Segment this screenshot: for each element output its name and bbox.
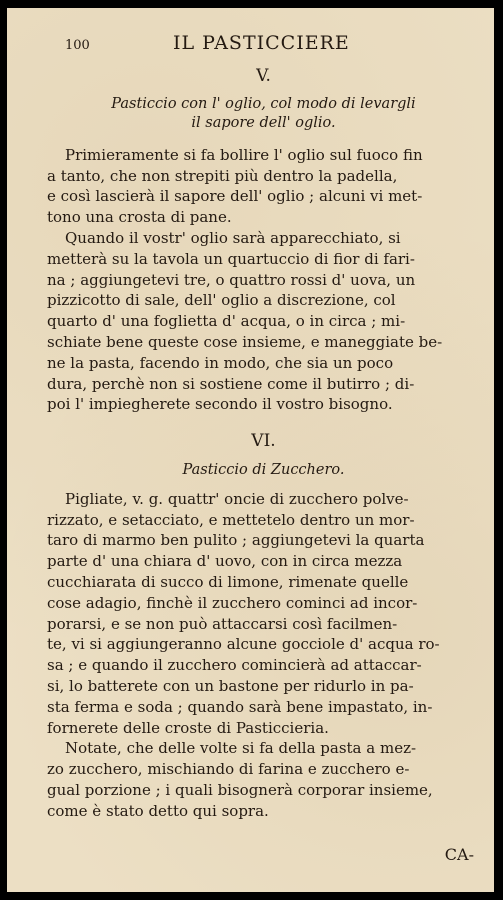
text-line: poi l' impiegherete secondo il vostro bisogno.: [47, 395, 393, 414]
text-line: gual porzione ; i quali bisognerà corporar insieme,: [47, 780, 433, 799]
section-number: VI.: [251, 431, 276, 452]
text-line: tono una crosta di pane.: [47, 208, 232, 227]
section-number: V.: [256, 66, 271, 86]
section-title-line: il sapore dell' oglio.: [191, 114, 336, 131]
text-line: quarto d' una foglietta d' acqua, o in circa ; mi-: [47, 312, 406, 331]
text-line: fornerete delle croste di Pasticcieria.: [47, 718, 329, 737]
text-line: e così lascierà il sapore dell' oglio ; alcuni vi met-: [47, 187, 423, 206]
text-line: Quando il vostr' oglio sarà apparecchiato, si: [65, 228, 401, 247]
text-line: parte d' una chiara d' uovo, con in circa mezza: [47, 552, 403, 571]
text-line: na ; aggiungetevi tre, o quattro rossi d' uova, un: [47, 270, 416, 289]
section-title: Pasticcio di Zucchero.: [182, 461, 345, 478]
book-page: [7, 8, 494, 892]
text-line: a tanto, che non strepiti più dentro la padella,: [47, 166, 398, 185]
text-line: si, lo batterete con un bastone per ridurlo in pa-: [47, 676, 414, 695]
text-line: cose adagio, finchè il zucchero cominci ad incor-: [47, 593, 418, 612]
page-content: [47, 66, 480, 822]
text-line: dura, perchè non si sostiene come il butirro ; di-: [47, 374, 415, 393]
text-line: Pigliate, v. g. quattr' oncie di zucchero polve-: [65, 489, 409, 508]
text-line: cucchiarata di succo di limone, rimenate quelle: [47, 572, 409, 591]
section-title-line: Pasticcio con l' oglio, col modo di levargli: [111, 95, 416, 112]
text-line: rizzato, e setacciato, e mettetelo dentro un mor-: [47, 510, 415, 529]
section-title: [47, 95, 480, 133]
text-line: schiate bene queste cose insieme, e maneggiate be-: [47, 332, 443, 351]
paragraph: [47, 738, 480, 821]
catchword: CA-: [444, 845, 474, 864]
page-header: [65, 32, 474, 56]
text-line: sa ; e quando il zucchero comincierà ad attaccar-: [47, 656, 422, 675]
text-line: Notate, che delle volte si fa della pasta a mez-: [65, 739, 417, 758]
text-line: sta ferma e soda ; quando sarà bene impastato, in-: [47, 697, 433, 716]
text-line: zo zucchero, mischiando di farina e zucchero e-: [47, 760, 410, 779]
text-line: porarsi, e se non può attaccarsi così facilmen-: [47, 614, 398, 633]
text-line: taro di marmo ben pulito ; aggiungetevi la quarta: [47, 531, 425, 550]
text-line: te, vi si aggiungeranno alcune gocciole d' acqua ro-: [47, 635, 440, 654]
text-line: come è stato detto qui sopra.: [47, 801, 269, 820]
text-line: pizzicotto di sale, dell' oglio a discrezione, col: [47, 291, 396, 310]
page-number: 100: [65, 38, 90, 53]
text-line: Primieramente si fa bollire l' oglio sul fuoco fin: [65, 145, 423, 164]
text-line: ne la pasta, facendo in modo, che sia un poco: [47, 353, 394, 372]
paragraph: [47, 228, 480, 415]
paragraph: [47, 489, 480, 739]
text-line: metterà su la tavola un quartuccio di fior di fari-: [47, 249, 415, 268]
paragraph: [47, 145, 480, 228]
running-head: IL PASTICCIERE: [173, 32, 350, 54]
